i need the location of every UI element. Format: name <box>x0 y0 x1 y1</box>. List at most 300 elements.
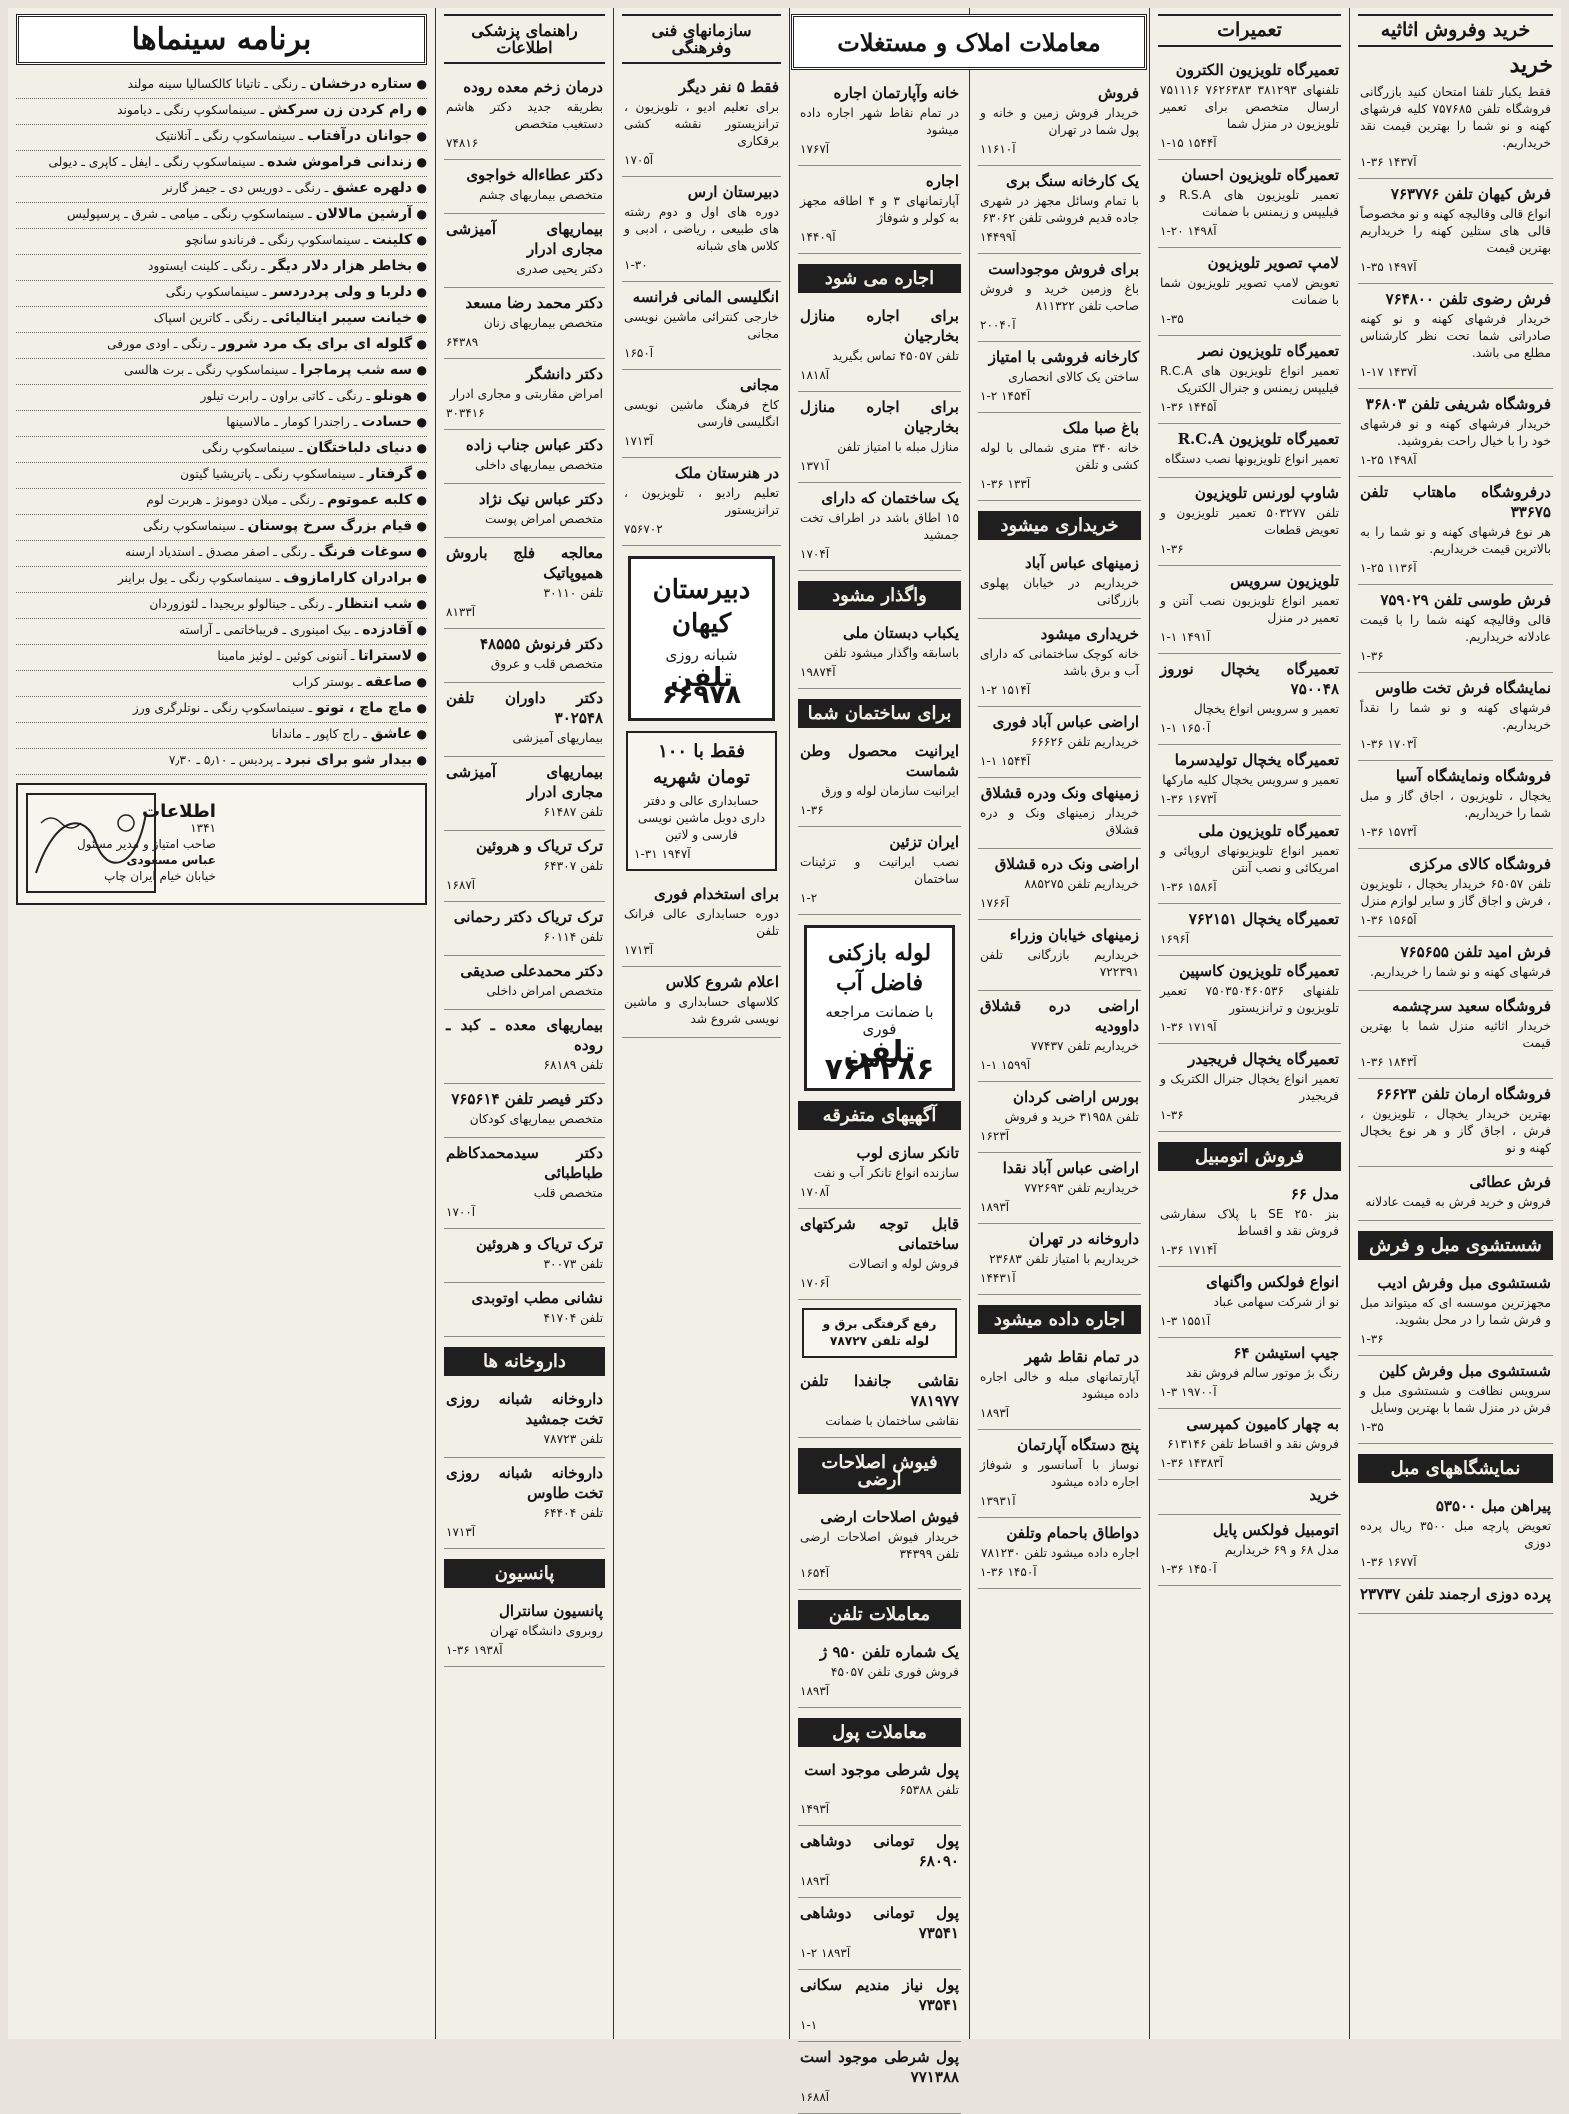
bullet-icon: ● <box>412 649 427 663</box>
ad-title: به چهار کامیون کمپرسی <box>1186 1415 1339 1433</box>
lolekesh-title: لوله بازکنی فاضل آب <box>827 940 932 996</box>
cinema-film-name: صاعقه <box>365 674 413 690</box>
ad-item <box>1358 1491 1553 1579</box>
ad-code: ۱-۲ <box>800 891 818 905</box>
repairs-ads <box>1158 55 1341 1132</box>
ad-item <box>1158 336 1341 424</box>
ad-title: بیماریهای معده ـ کبد ـ روده <box>446 1016 603 1054</box>
cinema-film-details: سینماسکوپ رنگی <box>165 285 259 299</box>
ad-item <box>1158 566 1341 654</box>
ad-title: پنج دستگاه آپارتمان <box>1017 1436 1139 1454</box>
ad-item <box>1158 1044 1341 1132</box>
ad-title: فروشگاه شریفی تلفن ۳۶۸۰۳ <box>1365 395 1551 413</box>
ad-code: آ۱۴۴۹۹ <box>980 230 1016 244</box>
ad-title: لامپ تصویر تلویزیون <box>1207 254 1339 272</box>
lolekesh-sub: با ضمانت مراجعه فوری <box>825 1003 934 1038</box>
bullet-icon: ● <box>412 701 427 715</box>
ad-item <box>978 619 1141 707</box>
auto-section-title: فروش اتومبیل <box>1158 1142 1341 1171</box>
ad-body: تعلیم رادیو ، تلویزیون ، ترانزیستور <box>624 486 779 517</box>
ad-body: فروش فوری تلفن ۴۵۰۵۷ <box>830 1665 959 1679</box>
ad-body: خریدار زمینهای ونک و دره قشلاق <box>980 806 1139 837</box>
ad-body: خریداریم تلفن ۸۸۵۲۷۵ <box>1024 877 1139 891</box>
ad-code: آ۱۹۸۷۴ <box>800 665 836 679</box>
ad-item <box>798 166 961 254</box>
cinema-film-details: رنگی ـ اودی مورفی <box>107 337 208 351</box>
ad-body: تعمیر انواع تلویزیونهای اروپائی و امریکائی و نصب آنتن <box>1160 844 1339 875</box>
ad-item <box>798 1755 961 1826</box>
dabirestan-phone: تلفن ۶۶۹۷۸ <box>661 663 742 710</box>
motefareghe-ads <box>798 1138 961 1300</box>
ad-title: مجانی <box>740 376 779 394</box>
ad-item <box>1358 673 1553 761</box>
ad-title: پول تومانی دوشاهی ۶۸۰۹۰ <box>800 1832 959 1870</box>
cinema-film-name: دنیای دلباختگان <box>306 440 413 456</box>
cinema-item <box>16 463 427 489</box>
cinema-item <box>16 151 427 177</box>
ad-code: آ۱۷۰۵ <box>624 153 654 167</box>
cinema-film-name: رام کردن زن سرکش <box>267 102 413 118</box>
cinema-film-details: سینماسکوپ رنگی ـ پاتریشیا گیتون <box>180 467 356 481</box>
ad-body: خریدار فرشهای کهنه و نو فرشهای خود را با خیال راحت بفروشید. <box>1360 417 1551 448</box>
ad-item <box>978 849 1141 920</box>
cinema-film-details: پردیس ـ ۵٫۱۰ ـ ۷٫۳۰ <box>168 753 274 767</box>
separator: ـ <box>360 233 372 247</box>
ad-title: زمینهای ونک ودره قشلاق <box>980 784 1139 802</box>
cinema-film-name: دلربا و ولی پردردسر <box>270 284 413 300</box>
furniture-header: خرید وفروش اثاثیه <box>1358 14 1553 47</box>
ad-item <box>444 214 605 288</box>
ad-body: اجاره داده میشود تلفن ۷۸۱۲۳۰ <box>981 1546 1139 1560</box>
bullet-icon: ● <box>412 597 427 611</box>
ad-code: آ۱۴۴۰۹ <box>800 230 836 244</box>
bullet-icon: ● <box>412 727 427 741</box>
cinema-item <box>16 489 427 515</box>
ejare-mishavad-title: اجاره می شود <box>798 264 961 293</box>
bullet-icon: ● <box>412 233 427 247</box>
ad-body: تلفن ۴۱۷۰۴ <box>543 1311 603 1325</box>
ad-item <box>444 1596 605 1667</box>
cinema-film-name: سوغات فرنگ <box>318 544 413 560</box>
ad-code: ۱-۱ آ۱۵۴۴ <box>980 754 1031 768</box>
ad-body: متخصص بیماریهای کودکان <box>469 1112 603 1126</box>
cinema-item <box>16 619 427 645</box>
ad-body: روبروی دانشگاه تهران <box>489 1624 603 1638</box>
ad-code: ۱-۳۵ <box>1360 1420 1384 1434</box>
ad-title: پرده دوزی ارجمند تلفن ۲۳۷۳۷ <box>1360 1585 1551 1603</box>
cinema-film-details: سینماسکوپ رنگی <box>143 519 237 533</box>
ad-title: تانکر سازی لوب <box>856 1144 959 1162</box>
kharid-section-title: خریداری میشود <box>978 511 1141 540</box>
ad-body: قالی وقالیچه کهنه شما را با قیمت عادلانه خریداریم. <box>1360 613 1551 644</box>
separator: ـ <box>295 129 307 143</box>
ad-body: خریداریم تلفن ۷۷۴۳۷ <box>1030 1039 1139 1053</box>
ad-item <box>1158 1409 1341 1480</box>
ad-item <box>978 1342 1141 1430</box>
ad-title: زمینهای خیابان وزراء <box>1009 926 1139 944</box>
ad-item <box>444 683 605 757</box>
ad-item <box>978 1518 1141 1589</box>
ad-item <box>444 831 605 902</box>
bullet-icon: ● <box>412 129 427 143</box>
ad-item <box>1158 55 1341 160</box>
ad-code: ۱-۱ آ۱۴۹۱ <box>1160 630 1211 644</box>
masthead-logo-text: اطلاعات <box>142 801 216 822</box>
ad-code: آ۱۷۰۴ <box>800 547 830 561</box>
dabirestan-ad-box <box>628 556 775 721</box>
ad-code: آ۱۶۹۶ <box>1160 932 1190 946</box>
telephone-ads <box>798 1637 961 1708</box>
ad-body: فرشهای کهنه و نو شما را نقداً خریداریم. <box>1360 701 1551 732</box>
bullet-icon: ● <box>412 77 427 91</box>
ad-title: داروخانه شبانه روزی تخت جمشید <box>446 1390 603 1428</box>
ad-code: ۱-۳۶ <box>800 803 824 817</box>
ad-title: اجاره <box>925 172 959 190</box>
separator: ـ <box>350 623 363 637</box>
ad-body: خریداریم در خیابان پهلوی بازرگانی <box>980 576 1139 607</box>
kharid-ads <box>978 548 1141 1295</box>
ad-title: اراضی عباس آباد نقدا <box>1002 1159 1139 1177</box>
separator: ـ <box>256 103 268 117</box>
ad-item <box>798 78 961 166</box>
ad-code: ۱-۳۶ آ۱۸۴۳ <box>1360 1055 1417 1069</box>
cinema-item <box>16 749 427 775</box>
furniture-ads <box>1358 77 1553 1221</box>
separator: ـ <box>258 285 271 299</box>
ad-item <box>622 177 781 282</box>
ad-body: باغ وزمین خرید و فروش صاحب تلفن ۸۱۱۳۲۲ <box>980 282 1139 313</box>
pharmacy-ads <box>444 1384 605 1549</box>
ad-code: آ۱۷۶۶ <box>980 896 1010 910</box>
ad-title: دکتر فرنوش ۴۸۵۵۵ <box>479 635 603 653</box>
ad-body: نوساز با آسانسور و شوفاژ اجاره داده میشود <box>980 1458 1139 1489</box>
ad-code: آ۱۷۰۸ <box>800 1185 830 1199</box>
ad-body: مدل ۶۸ و ۶۹ خریداریم <box>1224 1543 1339 1557</box>
ad-item <box>444 430 605 484</box>
bullet-icon: ● <box>412 571 427 585</box>
ad-body: کلاسهای حسابداری و ماشین نویسی شروع شد <box>624 995 779 1026</box>
ad-title: ترک تریاک و هروئین <box>476 837 603 855</box>
ad-title: تعمیرگاه تلویزیون احسان <box>1181 166 1339 184</box>
ad-title: برای فروش موجوداست <box>988 260 1139 278</box>
ad-title: جیپ استیشن ۶۴ <box>1233 1344 1339 1362</box>
ad-title: یک ساختمان که دارای <box>821 489 959 507</box>
ad-body: فروش لوله و اتصالات <box>848 1257 959 1271</box>
ad-body: تعمیر انواع تلویزیونها نصب دستگاه <box>1164 452 1339 466</box>
cinema-film-details: سینماسکوپ رنگی ـ یول براینر <box>117 571 272 585</box>
ad-title: یک شماره تلفن ۹۵۰ ژ <box>820 1643 959 1661</box>
ad-body: تلفن ۶۵۰۵۷ خریدار یخچال ، تلویزیون ، فرش و اجاق گاز و سایر لوازم منزل <box>1360 877 1552 908</box>
ad-code: آ۱۷۱۳ <box>624 943 654 957</box>
repairs-header: تعمیرات <box>1158 14 1341 47</box>
cinema-film-name: دلهره عشق <box>332 180 413 196</box>
separator: ـ <box>236 519 248 533</box>
cinema-film-name: آقادزده <box>362 622 413 638</box>
cinema-film-name: بخاطر هزار دلار دیگر <box>268 258 413 274</box>
cinema-film-details: رنگی ـ کاترین اسپاک <box>153 311 260 325</box>
ad-code: آ۱۷۰۰ <box>446 1205 476 1219</box>
ad-item <box>978 413 1141 501</box>
separator: ـ <box>304 207 316 221</box>
ad-body: متخصص بیماریهای داخلی <box>475 458 603 472</box>
ad-item <box>1158 1179 1341 1267</box>
cinema-film-name: آرشین مالالان <box>315 206 413 222</box>
ad-code: ۱-۳۶ آ۱۳۳ <box>980 477 1031 491</box>
ad-item <box>978 1224 1141 1295</box>
col-realestate-a <box>969 8 1149 2039</box>
ad-title: اراضی ونک دره قشلاق <box>994 855 1139 873</box>
cinema-film-details: سینماسکوپ رنگی ـ میامی ـ شرق ـ پرسپولیس <box>66 207 305 221</box>
ad-title: اعلام شروع کلاس <box>665 973 779 991</box>
ad-item <box>444 1229 605 1283</box>
ad-title: تعمیرگاه یخچال نوروز ۷۵۰۰۴۸ <box>1160 660 1339 698</box>
cinema-item <box>16 723 427 749</box>
ejare-ads <box>978 1342 1141 1589</box>
ad-body: نو از شرکت سهامی عباد <box>1213 1295 1339 1309</box>
ad-title: تعمیرگاه یخچال ۷۶۲۱۵۱ <box>1188 910 1339 928</box>
ad-code: آ۱۱۶۱۰ <box>980 142 1016 156</box>
ad-body: مجهزترین موسسه ای که میتواند مبل و فرش شما را در محل بشوید. <box>1360 1296 1551 1327</box>
cinema-item <box>16 203 427 229</box>
ad-code: ۱-۲ آ۱۴۵۴ <box>980 389 1031 403</box>
ad-item <box>444 1458 605 1549</box>
ad-code: آ۱۴۴۳۱ <box>980 1271 1016 1285</box>
ad-item <box>1358 179 1553 284</box>
ad-item <box>978 1153 1141 1224</box>
ad-title: فرش عطائی <box>1469 1173 1551 1191</box>
cinema-film-name: جوانان درآفتاب <box>306 128 413 144</box>
faghat-body: حسابداری عالی و دفتر داری دوبل ماشین نویسی فارسی و لاتین <box>637 794 766 842</box>
ad-body: تلفن ۵۰۳۲۷۷ تعمیر تلویزیون و تعویض قطعات <box>1160 506 1339 537</box>
cinema-item <box>16 515 427 541</box>
namayeshgah-section-title: نمایشگاههای مبل <box>1358 1454 1553 1483</box>
ad-item <box>798 1138 961 1209</box>
ad-body: تلفن ۶۴۴۰۴ <box>543 1506 603 1520</box>
ad-item <box>978 1082 1141 1153</box>
ad-item <box>978 166 1141 254</box>
ad-title: تعمیرگاه تلویزیون کاسپین <box>1179 962 1339 980</box>
ad-code: آ۱۳۹۳۱ <box>980 1494 1016 1508</box>
ad-body: تلفن ۶۰۱۱۴ <box>543 930 603 944</box>
ad-code: ۱-۳۶ <box>1360 649 1384 663</box>
ad-body: دوره های اول و دوم رشته های طبیعی ، ریاضی ، ادبی و کلاس های شبانه <box>624 205 779 253</box>
ad-title: درفروشگاه ماهتاب تلفن ۳۳۶۷۵ <box>1360 483 1551 521</box>
cinema-item <box>16 567 427 593</box>
ad-item <box>978 254 1141 342</box>
ad-code: آ۲۰۰۴۰ <box>980 318 1016 332</box>
ad-body: بیماریهای آمیزشی <box>512 731 603 745</box>
ad-item <box>978 1430 1141 1518</box>
ad-item <box>1358 477 1553 585</box>
ad-body: متخصص امراض داخلی <box>486 984 603 998</box>
cinema-film-details: آنتونی کوئین ـ لوئیز مامینا <box>217 649 347 663</box>
ad-code: ۱-۲۵ آ۱۱۳۶ <box>1360 561 1417 575</box>
ad-body: تلفن ۶۴۳۰۷ <box>543 859 603 873</box>
cinema-item <box>16 359 427 385</box>
ad-body: امراض مقاربتی و مجاری ادرار <box>449 387 603 401</box>
ad-code: ۱-۳۶ آ۱۷۰۳ <box>1360 737 1417 751</box>
ad-code: ۱-۳۶ آ۱۹۳۸ <box>446 1643 503 1657</box>
ad-code: آ۱۸۹۳ <box>980 1200 1010 1214</box>
culture-header: سازمانهای فنی وفرهنگی <box>622 14 781 64</box>
kharid-subheader: خرید <box>1509 52 1553 78</box>
ad-title: تعمیرگاه تلویزیون الکترون <box>1175 61 1339 79</box>
cinema-item <box>16 671 427 697</box>
cinema-film-details: رنگی ـ تاتیانا کالکسالیا سینه مولند <box>127 77 299 91</box>
ad-item <box>978 78 1141 166</box>
bullet-icon: ● <box>412 285 427 299</box>
ad-title: دکتر عباس نیک نژاد <box>478 490 603 508</box>
faghat-title: فقط با ۱۰۰ تومان شهریه <box>653 741 750 788</box>
ad-item <box>444 484 605 538</box>
ad-code: ۱-۳۰ <box>624 258 648 272</box>
ad-item <box>798 1209 961 1300</box>
dabirestan-sub: شبانه روزی <box>665 646 738 664</box>
cinema-film-name: برادران کارامازوف <box>283 570 413 586</box>
pansion-ads <box>444 1596 605 1667</box>
ad-title: ایرانیت محصول وطن شماست <box>800 742 959 780</box>
ad-code: ۶۴۳۸۹ <box>446 335 479 349</box>
bullet-icon: ● <box>412 441 427 455</box>
ad-item <box>622 72 781 177</box>
ad-title: تعمیرگاه تلویزیون نصر <box>1198 342 1339 360</box>
dabirestan-title: دبیرستان کیهان <box>652 575 751 639</box>
ad-body: تلفن ۳۱۹۵۸ خرید و فروش <box>1004 1110 1139 1124</box>
ad-title: دکتر داوران تلفن ۳۰۲۵۴۸ <box>446 689 603 727</box>
ad-body: تعمیر انواع تلویزیون نصب آنتن و تعمیر در منزل <box>1160 594 1339 625</box>
ad-code: ۱-۳۶ آ۱۷۱۹ <box>1160 1020 1217 1034</box>
pool-ads <box>798 1755 961 2114</box>
ad-body: ساختن یک کالای انحصاری <box>1008 370 1139 384</box>
ad-body: متخصص بیماریهای چشم <box>479 188 603 202</box>
ad-code: ۱-۳۶ آ۱۴۳۸۳ <box>1160 1456 1224 1470</box>
bullet-icon: ● <box>412 415 427 429</box>
ad-title: بیماریهای آمیزشی مجاری ادرار <box>446 763 603 801</box>
faghat-ad-box <box>626 731 777 871</box>
ad-code: آ۱۶۵۰ <box>624 346 654 360</box>
ad-code: ۱-۱۵ آ۱۵۴۴ <box>1160 136 1217 150</box>
separator: ـ <box>320 181 333 195</box>
ad-code: آ۱۳۷۱ <box>800 459 830 473</box>
ad-body: خریدار اثاثیه منزل شما با بهترین قیمت <box>1360 1019 1551 1050</box>
cinema-item <box>16 73 427 99</box>
ad-title: بورس اراضی کردان <box>1012 1088 1139 1106</box>
ad-title: فرش امید تلفن ۷۶۵۶۵۵ <box>1400 943 1551 961</box>
newspaper-page <box>8 8 1561 2104</box>
ad-title: کارخانه فروشی با امتیاز <box>988 348 1139 366</box>
ad-item <box>978 342 1141 413</box>
ad-item <box>1158 160 1341 248</box>
ad-title: شاوپ لورنس تلویزیون <box>1194 484 1339 502</box>
ad-body: منازل مبله با امتیاز تلفن <box>837 440 959 454</box>
ad-code: ۱-۳۶ آ۱۷۱۴ <box>1160 1243 1217 1257</box>
ad-code: ۱-۲۰ آ۱۴۹۸ <box>1160 224 1217 238</box>
cinema-item <box>16 697 427 723</box>
bullet-icon: ● <box>412 389 427 403</box>
ad-title: داروخانه در تهران <box>1028 1230 1139 1248</box>
ad-item <box>798 1826 961 1898</box>
ad-body: تعمیر انواع تلویزیون های R.C.A فیلیپس زیمنس و جنرال الکتریک <box>1160 364 1339 395</box>
ad-title: برای اجاره منازل بخارجیان <box>800 398 959 436</box>
separator: ـ <box>295 441 307 455</box>
masthead-line-0: صاحب امتیاز و مدیر مسئول <box>77 837 216 851</box>
faghat-code: ۱-۳۱ آ۱۹۴۷ <box>634 847 691 861</box>
masthead-line-2: خیابان خیام ایران چاپ <box>104 869 216 883</box>
ad-item <box>622 967 781 1038</box>
col-realestate-b <box>789 8 969 2104</box>
cinema-film-details: راجندرا کومار ـ مالاسینها <box>226 415 350 429</box>
medical-header: راهنمای پزشکی اطلاعات <box>444 14 605 64</box>
ad-item <box>622 370 781 458</box>
ad-code: ۱-۳۶ <box>1160 1108 1184 1122</box>
ad-code: آ۱۶۲۳ <box>980 1129 1010 1143</box>
ad-item <box>798 1970 961 2042</box>
masthead-year: ۱۳۴۱ <box>190 821 216 835</box>
cinema-film-details: سینماسکوپ رنگی ـ ایفل ـ کاپری ـ دیولی <box>48 155 256 169</box>
cinema-item <box>16 177 427 203</box>
ad-code: ۱-۳۶ آ۱۴۵۰ <box>1160 1562 1217 1576</box>
telephone-title: معاملات تلفن <box>798 1600 961 1629</box>
ad-title: شستشوی مبل وفرش کلین <box>1379 1362 1551 1380</box>
bullet-icon: ● <box>412 363 427 377</box>
naghashi-ad <box>798 1366 961 1438</box>
ad-title: تعمیرگاه تلویزیون R.C.A <box>1177 430 1339 448</box>
separator: ـ <box>362 389 374 403</box>
ad-body: خریداریم تلفن ۷۷۲۶۹۳ <box>1024 1181 1139 1195</box>
ad-item <box>444 902 605 956</box>
cinema-item <box>16 333 427 359</box>
ad-code: آ۱۷۰۶ <box>800 1276 830 1290</box>
ad-code: ۱-۲ آ۱۵۱۴ <box>980 683 1031 697</box>
ad-body: متخصص امراض پوست <box>485 512 603 526</box>
cinema-film-name: عاشق <box>370 726 413 742</box>
ad-item <box>1358 389 1553 477</box>
ad-item <box>444 757 605 831</box>
ad-title: قابل توجه شرکتهای ساختمانی <box>800 1215 959 1253</box>
ad-title: پانسیون سانترال <box>499 1602 603 1620</box>
ad-item <box>1158 1515 1341 1586</box>
ad-body: برای تعلیم ادیو ، تلویزیون ، ترانزیستور نقشه کشی برقکاری <box>624 100 779 148</box>
cinema-film-name: خیانت سیبر ایتالیائی <box>270 310 413 326</box>
lolekesh-ad-box <box>804 925 955 1091</box>
ad-body: سازنده انواع تانکر آب و نفت <box>813 1166 959 1180</box>
ad-item <box>1158 654 1341 745</box>
ad-item <box>444 1010 605 1084</box>
ad-title: ایران تزئین <box>889 833 959 851</box>
ad-title: اراضی دره قشلاق داوودیه <box>980 997 1139 1035</box>
ad-code: آ۱۸۱۸ <box>800 368 830 382</box>
ad-title: دکتر محمد رضا مسعد <box>465 294 603 312</box>
separator: ـ <box>353 675 366 689</box>
ad-item <box>798 483 961 571</box>
ad-item <box>798 618 961 689</box>
ad-body: خریداریم تلفن ۶۶۶۲۶ <box>1030 735 1139 749</box>
ad-title: نشانی مطب اوتوبدی <box>471 1289 603 1307</box>
ad-body: فروش نقد و اقساط تلفن ۶۱۳۱۴۶ <box>1167 1437 1339 1451</box>
ad-item <box>1158 956 1341 1044</box>
cinema-film-details: راج کاپور ـ ماندانا <box>271 727 360 741</box>
ad-item <box>444 956 605 1010</box>
ad-code: ۱-۲۵ آ۱۴۹۸ <box>1360 453 1417 467</box>
ad-body: متخصص قلب و عروق <box>490 657 603 671</box>
ad-item <box>1358 761 1553 849</box>
ad-code: ۱-۳۶ <box>1160 542 1184 556</box>
ad-item <box>444 160 605 214</box>
ad-item <box>978 548 1141 619</box>
ad-item <box>798 392 961 483</box>
ad-title: فروشگاه کالای مرکزی <box>1409 855 1551 873</box>
cinema-film-name: گلوله ای برای یک مرد شرور <box>218 336 413 352</box>
